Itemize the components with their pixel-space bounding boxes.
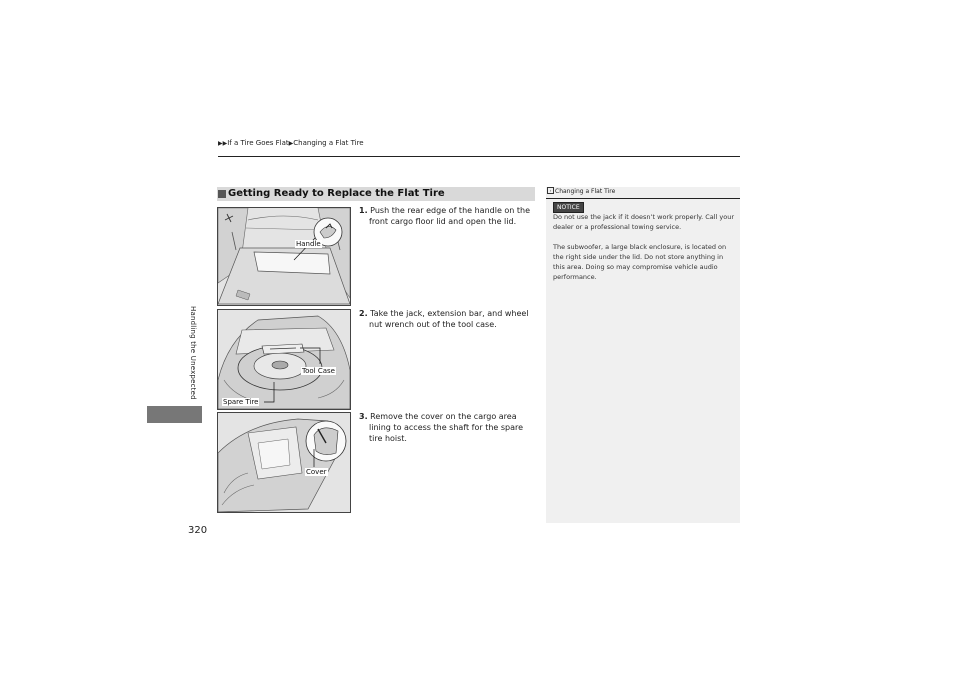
cargo-cover-illustration bbox=[218, 413, 350, 512]
step-2-text: Take the jack, extension bar, and wheel nut wrench out of the tool case. bbox=[369, 309, 529, 329]
notice-badge: NOTICE bbox=[553, 202, 584, 213]
breadcrumb-marker-icon: ▶▶ bbox=[218, 140, 228, 147]
sidebar-paragraph-jack: Do not use the jack if it doesn’t work properly. Call your dealer or a professional towing service. bbox=[553, 213, 735, 231]
step-1 bbox=[359, 205, 537, 227]
step-1-number: 1. bbox=[359, 206, 368, 215]
sidebar-paragraph-subwoofer: The subwoofer, a large black enclosure, is located on the right side under the lid. Do not store anything in this area. Doing so may compromise vehicle audio performance. bbox=[553, 243, 727, 281]
callout-cover: Cover bbox=[306, 468, 327, 476]
sidebar-heading bbox=[546, 187, 740, 199]
step-3 bbox=[359, 411, 537, 444]
figure-spare-tire-tool-case bbox=[217, 309, 351, 410]
spare-tire-illustration bbox=[218, 310, 350, 409]
header-rule bbox=[218, 156, 740, 157]
step-3-text: Remove the cover on the cargo area lining to access the shaft for the spare tire hoist. bbox=[369, 412, 524, 443]
step-2 bbox=[359, 308, 537, 330]
section-title: Getting Ready to Replace the Flat Tire bbox=[228, 188, 445, 199]
callout-handle: Handle bbox=[296, 240, 321, 248]
step-2-number: 2. bbox=[359, 309, 368, 318]
breadcrumb-separator-icon: ▶ bbox=[288, 140, 294, 147]
figure-cargo-lining-cover bbox=[217, 412, 351, 513]
section-square-icon bbox=[218, 190, 226, 198]
breadcrumb bbox=[218, 139, 364, 147]
callout-spare-tire: Spare Tire bbox=[223, 398, 259, 406]
breadcrumb-item-tire-flat[interactable]: If a Tire Goes Flat bbox=[227, 139, 289, 147]
page-number: 320 bbox=[188, 525, 208, 536]
breadcrumb-item-changing[interactable]: Changing a Flat Tire bbox=[293, 139, 364, 147]
chapter-tab[interactable] bbox=[147, 406, 202, 423]
callout-tool-case: Tool Case bbox=[302, 367, 335, 375]
figure-cargo-floor-handle bbox=[217, 207, 351, 306]
chapter-side-label-text: Handling the Unexpected bbox=[189, 306, 197, 400]
sidebar-notes bbox=[546, 187, 740, 523]
sidebar-heading-text[interactable]: Changing a Flat Tire bbox=[555, 188, 616, 195]
cargo-floor-illustration bbox=[218, 208, 350, 305]
section-header bbox=[217, 187, 535, 201]
reference-icon: › bbox=[547, 187, 554, 194]
step-3-number: 3. bbox=[359, 412, 368, 421]
chapter-side-label bbox=[188, 306, 200, 406]
step-1-text: Push the rear edge of the handle on the front cargo floor lid and open the lid. bbox=[369, 206, 531, 226]
